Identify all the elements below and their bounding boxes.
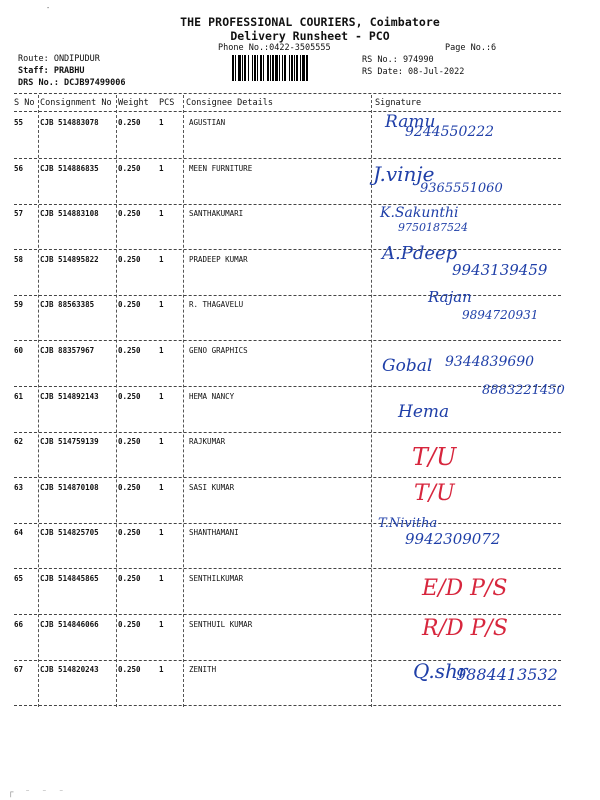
row-pcs: 1 [159,209,164,219]
row-consignee: ZENITH [189,665,217,675]
row-separator [14,477,561,478]
barcode-bar [306,55,308,81]
barcode-bar [232,55,234,81]
barcode-bar [254,55,256,81]
row-consignment-no: CJB 514845865 [40,574,99,583]
row-sno: 67 [14,665,24,675]
row-weight: 0.250 [118,118,141,127]
row-signature: Ramu [385,112,436,132]
col-divider [116,95,117,707]
row-weight: 0.250 [118,346,141,355]
barcode-bar [260,55,262,81]
row-consignee: MEEN FURNITURE [189,163,253,173]
barcode-bar [242,55,243,81]
row-sno: 63 [14,482,24,492]
row-signature-phone: 8883221450 [482,382,565,398]
barcode-bar [235,55,236,81]
stray-mark: - [46,4,51,12]
barcode-bar [267,55,269,81]
row-consignment-no: CJB 88357967 [40,346,95,355]
row-consignee: SENTHILKUMAR [189,574,244,583]
row-pcs: 1 [159,574,164,583]
barcode [232,55,350,81]
phone-number: Phone No.:0422-3505555 [218,43,331,53]
row-consignment-no: CJB 514886835 [40,163,99,173]
col-header-consignee: Consignee Details [186,98,273,108]
row-pcs: 1 [159,482,164,492]
barcode-bar [284,55,286,81]
row-consignment-no: CJB 514759139 [40,437,99,447]
row-separator [14,204,561,205]
barcode-bar [300,55,301,81]
row-signature: T/U [414,480,455,506]
barcode-bar [302,55,305,81]
row-pcs: 1 [159,665,164,675]
staff-label: Staff: PRABHU [18,66,85,76]
row-pcs: 1 [159,346,164,355]
row-signature: J.vinje [373,161,435,186]
row-weight: 0.250 [118,574,141,583]
row-sno: 66 [14,619,24,629]
col-header-sno: S No [14,98,35,108]
barcode-bar [282,55,283,81]
barcode-bar [272,55,274,81]
row-weight: 0.250 [118,482,141,492]
row-pcs: 1 [159,300,164,310]
row-pcs: 1 [159,163,164,173]
row-signature-phone: 9750187524 [398,221,468,235]
row-separator [14,158,561,159]
barcode-bar [296,55,298,81]
row-signature-phone: 9244550222 [405,124,495,140]
row-separator [14,432,561,433]
row-pcs: 1 [159,118,164,127]
row-signature-phone: 9942309072 [405,530,501,549]
row-consignment-no: CJB 514820243 [40,665,99,675]
row-consignee: SENTHUIL KUMAR [189,619,253,629]
barcode-bar [294,55,295,81]
row-separator [14,568,561,569]
row-consignee: SANTHAKUMARI [189,209,244,219]
row-signature: K.Sakunthi [380,205,459,222]
row-separator [14,705,561,706]
rs-date: RS Date: 08-Jul-2022 [362,67,465,77]
row-sno: 59 [14,300,24,310]
page-number: Page No.:6 [445,43,497,53]
barcode-bar [257,55,258,81]
row-weight: 0.250 [118,437,141,447]
col-header-signature: Signature [375,98,422,108]
row-sno: 61 [14,391,24,401]
barcode-bar [238,55,241,81]
row-signature: R/D P/S [422,615,508,641]
row-consignment-no: CJB 88563385 [40,300,95,310]
row-weight: 0.250 [118,665,141,675]
barcode-bar [289,55,290,81]
row-consignee: PRADEEP KUMAR [189,254,248,264]
row-consignee: SHANTHAMANI [189,528,239,538]
footer-marks: ┌ ⁻ ⁻ ⁻ [8,788,67,798]
barcode-bar [244,55,246,81]
barcode-bar [270,55,271,81]
barcode-bar [248,55,249,81]
col-header-pcs: PCS [159,98,175,108]
row-consignment-no: CJB 514846066 [40,619,99,629]
row-signature: T/U [412,443,457,472]
row-consignment-no: CJB 514892143 [40,391,99,401]
barcode-bar [279,55,280,81]
col-divider [371,95,372,707]
row-signature-phone: 9344839690 [445,354,535,370]
row-separator [14,249,561,250]
row-weight: 0.250 [118,391,141,401]
page-subtitle: Delivery Runsheet - PCO [230,29,390,43]
row-consignment-no: CJB 514883108 [40,209,99,219]
row-pcs: 1 [159,528,164,538]
row-sno: 57 [14,209,24,219]
col-header-weight: Weight [118,98,149,108]
barcode-bar [275,55,278,81]
col-divider [38,95,39,707]
rs-number: RS No.: 974990 [362,55,434,65]
row-consignee: HEMA NANCY [189,391,235,401]
row-consignee: R. THAGAVELU [189,300,244,310]
barcode-bar [252,55,253,81]
row-consignment-no: CJB 514825705 [40,528,99,538]
row-signature: T.Nivitha [378,516,438,532]
row-sno: 56 [14,163,24,173]
row-sno: 65 [14,574,24,583]
row-consignment-no: CJB 514870108 [40,482,99,492]
row-pcs: 1 [159,391,164,401]
row-weight: 0.250 [118,163,141,173]
page-title: THE PROFESSIONAL COURIERS, Coimbatore [180,15,440,29]
row-separator [14,386,561,387]
row-consignment-no: CJB 514883078 [40,118,99,127]
row-weight: 0.250 [118,300,141,310]
col-divider [183,95,184,707]
row-sno: 55 [14,118,24,127]
barcode-bar [291,55,293,81]
row-consignment-no: CJB 514895822 [40,254,99,264]
row-separator [14,523,561,524]
row-signature: Hema [398,401,450,422]
row-weight: 0.250 [118,528,141,538]
row-pcs: 1 [159,619,164,629]
row-pcs: 1 [159,254,164,264]
row-separator [14,340,561,341]
row-signature: Rajan [428,288,472,307]
row-signature-phone: 9884413532 [456,665,558,685]
barcode-bar [263,55,264,81]
row-sno: 60 [14,346,24,355]
row-separator [14,660,561,661]
row-signature-phone: 9943139459 [452,260,548,279]
row-consignee: GENO GRAPHICS [189,346,248,355]
row-signature: A.Pdeep [382,242,458,264]
row-weight: 0.250 [118,619,141,629]
row-signature: E/D P/S [422,576,508,601]
header-bottom-rule [14,111,561,112]
drs-number: DRS No.: DCJB97499006 [18,78,126,88]
row-signature-phone: 9894720931 [462,308,539,323]
row-signature: Gobal [382,356,433,376]
row-weight: 0.250 [118,209,141,219]
row-consignee: SASI KUMAR [189,482,235,492]
row-sno: 62 [14,437,24,447]
header-top-rule [14,93,561,94]
row-weight: 0.250 [118,254,141,264]
col-header-consignment: Consignment No [40,98,112,108]
row-pcs: 1 [159,437,164,447]
row-signature: Q.shr [413,659,468,684]
row-separator [14,295,561,296]
row-consignee: RAJKUMAR [189,437,226,447]
row-consignee: AGUSTIAN [189,118,226,127]
row-sno: 64 [14,528,24,538]
route-label: Route: ONDIPUDUR [18,54,100,64]
row-signature-phone: 9365551060 [420,180,503,196]
row-sno: 58 [14,254,24,264]
